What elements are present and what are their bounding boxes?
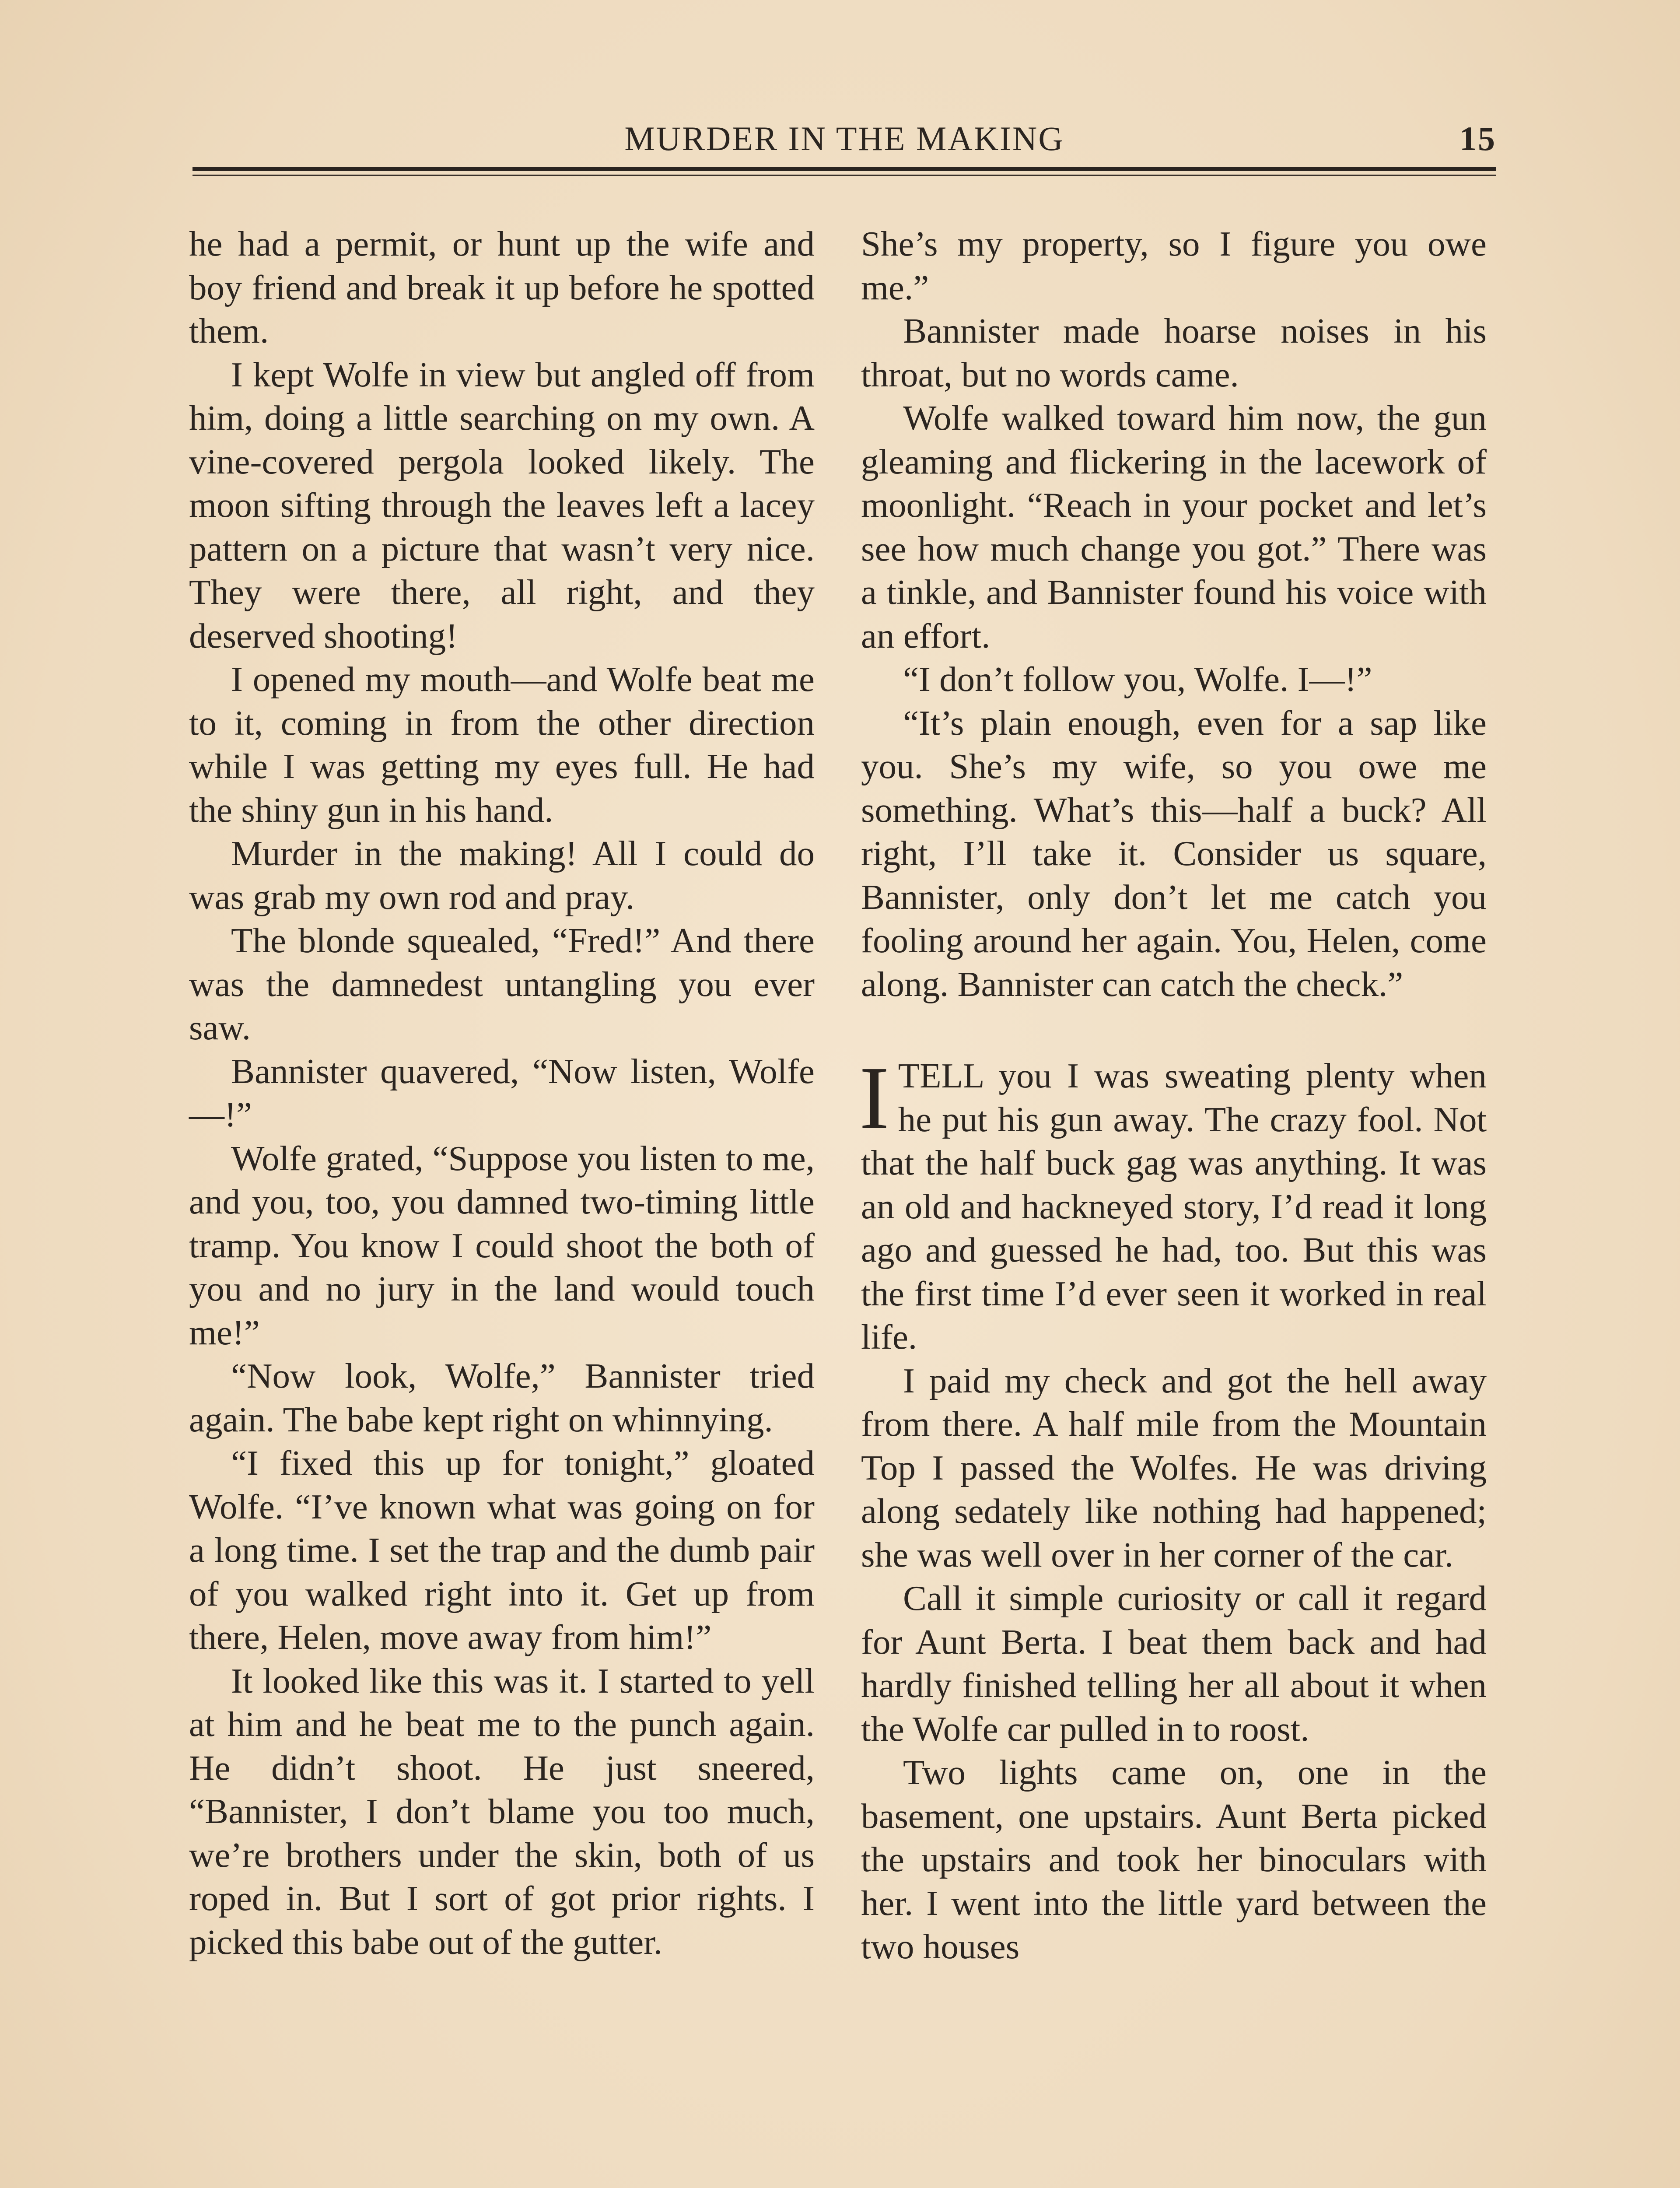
right-column-bottom <box>861 1359 1487 1969</box>
dropcap-text: TELL you I was sweating plenty when he put his gun away. The crazy fool. Not that the half buck gag was anything. It was an old and hackneyed story, I’d read it long ago and guessed he had, too. But this was the first time I’d ever seen it worked in real life. <box>861 1056 1487 1357</box>
dropcap-letter: I <box>859 1048 889 1148</box>
paragraph: She’s my property, so I figure you owe me.” <box>861 224 1487 307</box>
paragraph: Bannister quavered, “Now listen, Wolfe—!” <box>189 1051 815 1134</box>
paragraph: “Now look, Wolfe,” Bannister tried again. The babe kept right on whinnying. <box>189 1356 815 1439</box>
paragraph: “I fixed this up for tonight,” gloated Wolfe. “I’ve known what was going on for a long time. I set the trap and the dumb pair of you walked right into it. Get up from there, Helen, move away from him!” <box>189 1443 815 1657</box>
left-column <box>189 222 815 1964</box>
paragraph: Murder in the making! All I could do was grab my own rod and pray. <box>189 834 815 917</box>
paragraph: Wolfe walked toward him now, the gun gleaming and flickering in the lacework of moonlight. “Reach in your pocket and let’s see how much change you got.” There was a tinkle, and Bannister found his voice with an effort. <box>861 398 1487 656</box>
paragraph: It looked like this was it. I started to yell at him and he beat me to the punch again. He didn’t shoot. He just sneered, “Bannister, I don’t blame you too much, we’re brothers under the skin, both of us roped in. But I sort of got prior rights. I picked this babe out of the gutter. <box>189 1661 815 1962</box>
paragraph: Bannister made hoarse noises in his throat, but no words came. <box>861 311 1487 394</box>
paragraph: I opened my mouth—and Wolfe beat me to it, coming in from the other direction while I was getting my eyes full. He had the shiny gun in his hand. <box>189 659 815 830</box>
paragraph: I kept Wolfe in view but angled off from him, doing a little searching on my own. A vine-covered pergola looked likely. The moon sifting through the leaves left a lacey pattern on a picture that wasn’t very nice. They were there, all right, and they deserved shooting! <box>189 354 815 656</box>
page-number: 15 <box>1460 119 1496 158</box>
paragraph: Wolfe grated, “Suppose you listen to me, and you, too, you damned two-timing little tramp. You know I could shoot the both of you and no jury in the land would touch me!” <box>189 1138 815 1352</box>
paragraph: Two lights came on, one in the basement, one upstairs. Aunt Berta picked the upstairs and took her binoculars with her. I went into the little yard between the two houses <box>861 1753 1487 1966</box>
paragraph: The blonde squealed, “Fred!” And there was the damnedest untangling you ever saw. <box>189 921 815 1047</box>
header-rule <box>192 167 1496 171</box>
paragraph: “I don’t follow you, Wolfe. I—!” <box>903 659 1372 699</box>
story-title: MURDER IN THE MAKING <box>624 119 1064 158</box>
dropcap-paragraph <box>859 1048 1487 1359</box>
right-column <box>861 222 1487 1969</box>
paragraph: “It’s plain enough, even for a sap like you. She’s my wife, so you owe me something. What’s this—half a buck? All right, I’ll take it. Consider us square, Bannister, only don’t let me catch you fooling around her again. You, Helen, come along. Bannister can catch the check.” <box>861 703 1487 1004</box>
paragraph: Call it simple curiosity or call it regard for Aunt Berta. I beat them back and had hardly finished telling her all about it when the Wolfe car pulled in to roost. <box>861 1578 1487 1749</box>
header-rule-thin <box>192 175 1496 176</box>
running-header <box>192 119 1496 163</box>
section-break <box>861 1006 1487 1054</box>
paragraph: I paid my check and got the hell away from there. A half mile from the Mountain Top I passed the Wolfes. He was driving along sedately like nothing had happened; she was well over in her corner of the car. <box>861 1360 1487 1574</box>
right-column-top <box>861 222 1487 1006</box>
paragraph: he had a permit, or hunt up the wife and boy friend and break it up before he spotted them. <box>189 224 815 351</box>
